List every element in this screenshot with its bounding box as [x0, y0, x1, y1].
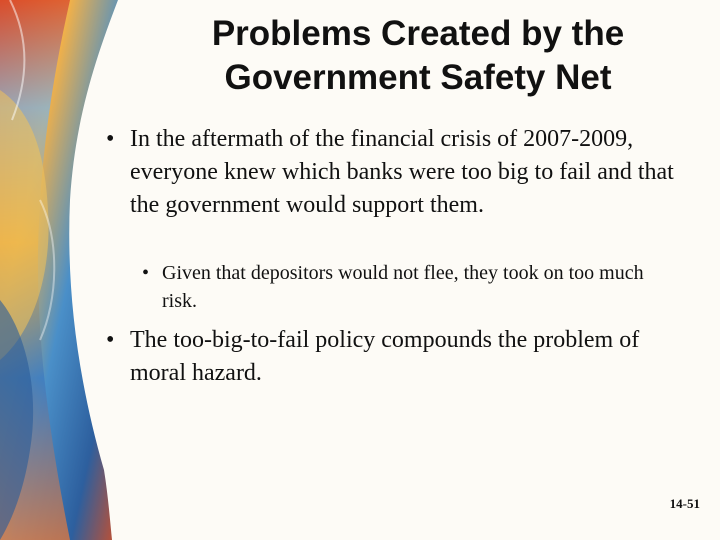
bullet-marker: •	[106, 126, 115, 152]
bullet-item	[106, 324, 675, 390]
page-number: 14-51	[669, 496, 700, 511]
title-line-1: Problems Created by the	[211, 14, 625, 53]
bullet-item	[106, 123, 675, 222]
slide-title	[118, 12, 718, 100]
bullet-text: In the aftermath of the financial crisis of 2007-2009, everyone knew which banks were too big to fail and that the government would support them.	[130, 126, 674, 218]
sub-bullet-text: Given that depositors would not flee, they took on too much risk.	[162, 262, 644, 312]
title-line-2: Government Safety Net	[224, 58, 612, 97]
sub-bullet-marker: •	[142, 262, 150, 284]
bullet-marker: •	[106, 327, 115, 353]
sub-bullet-item	[142, 259, 672, 315]
decorative-side-art	[0, 0, 120, 540]
bullet-text: The too-big-to-fail policy compounds the problem of moral hazard.	[130, 327, 640, 386]
